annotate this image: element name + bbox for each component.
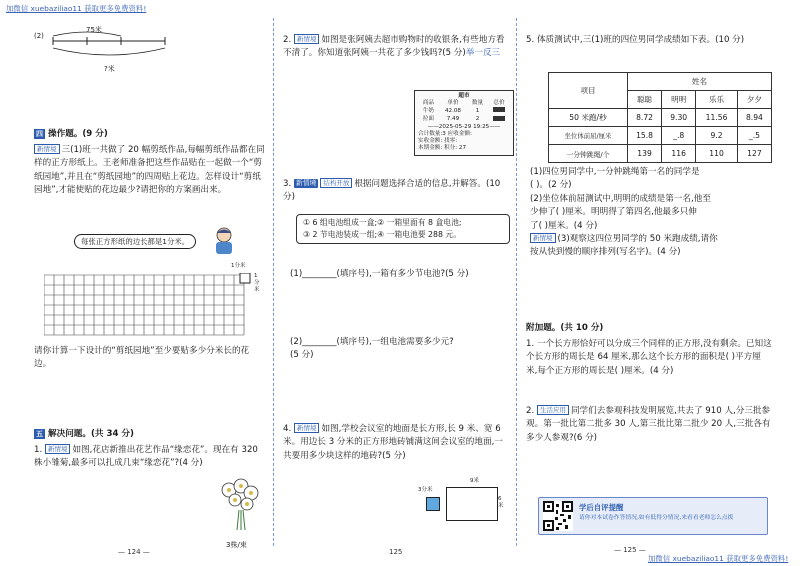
qr-code-icon[interactable] bbox=[543, 501, 573, 531]
section4-title: 操作题。(9 分) bbox=[48, 129, 108, 139]
table-col-header: 乐乐 bbox=[696, 91, 738, 109]
q2-tag: 新情境 bbox=[294, 34, 320, 44]
section5-heading bbox=[34, 428, 134, 441]
table-corner: 项目 bbox=[549, 73, 628, 109]
q5-s3-line-2: 按从快到慢的顺序排列(写名字)。(4 分) bbox=[530, 247, 681, 258]
receipt-cell: 7.49 bbox=[446, 116, 460, 123]
receipt-cell: 拉面 bbox=[422, 116, 434, 123]
flower-bouquet-icon bbox=[215, 478, 263, 538]
segment-top-label: 75米 bbox=[86, 26, 102, 34]
q5-subquestions bbox=[530, 166, 770, 260]
q-operation-text: 三(1)班一共做了 20 幅剪纸作品,每幅剪纸作品都在同样的正方形纸上。王老师准备把这些作品贴在一起做一个“剪纸园地”,并且在“剪纸园地”的四周贴上花边。怎样设计“剪纸园地”,才能使贴的花边最少?请把你的方案画出来。 bbox=[34, 145, 265, 196]
table-cell: 127 bbox=[737, 145, 771, 163]
after-grid-text: 请你计算一下设计的“剪纸园地”至少要贴多少分米长的花边。 bbox=[34, 346, 250, 370]
table-cell: 9.30 bbox=[662, 109, 696, 127]
q1-number: 1. bbox=[34, 445, 43, 455]
q3-sub1: (1)________(填序号),一箱有多少节电池?(5 分) bbox=[290, 269, 469, 279]
flower-label: 3株/束 bbox=[226, 541, 247, 549]
section5-title: 解决问题。(共 34 分) bbox=[48, 429, 134, 439]
table-row bbox=[549, 109, 772, 127]
table-cell: 11.56 bbox=[696, 109, 738, 127]
q5-s3-tag: 新情境 bbox=[530, 233, 556, 243]
q5-s2-line-3: 了( )厘米。(4 分) bbox=[530, 220, 598, 231]
row-label: 一分钟跳绳/个 bbox=[549, 145, 628, 163]
section5-number: 五 bbox=[36, 430, 43, 438]
q4-tag: 新情境 bbox=[294, 423, 320, 433]
table-cell: 116 bbox=[662, 145, 696, 163]
q2-number: 2. bbox=[283, 35, 292, 45]
section4-number: 四 bbox=[36, 130, 43, 138]
speech-bubble: 每张正方形纸的边长都是1分米。 bbox=[74, 234, 196, 249]
segment-label: (2) bbox=[34, 32, 44, 40]
q3-options-box bbox=[296, 214, 510, 244]
q4-number: 4. bbox=[283, 424, 292, 434]
row-label: 50 米跑/秒 bbox=[549, 109, 628, 127]
q1-text: 如图,花店新推出花艺作品“缘恋花”。现在有 320 株小雏菊,最多可以扎成几束“缘恋花”?(4 分) bbox=[34, 445, 258, 469]
receipt-footer-2: 实收金额: 找零: bbox=[418, 138, 458, 145]
bonus-q2-number: 2. bbox=[526, 406, 535, 416]
q3-tag: 新情境 bbox=[295, 179, 317, 187]
column-divider-right bbox=[516, 18, 517, 546]
bonus-q2-text: 同学们去参观科技发明展览,共去了 910 人,分三批参观。第一批比第二批多 30 人,第三批比第二批少 20 人,三批各有多少人参观?(6 分) bbox=[526, 406, 771, 443]
watermark-top: 加微信 xuebaziliao11 获取更多免费资料! bbox=[6, 4, 147, 13]
q3-number: 3. bbox=[283, 179, 292, 189]
receipt-title: 超市 bbox=[458, 93, 470, 99]
bonus-q2 bbox=[526, 405, 772, 445]
table-cell: 110 bbox=[696, 145, 738, 163]
row-label: 坐位体前屈/厘米 bbox=[549, 127, 628, 145]
q3-sub2-line-1: (2)________(填序号),一组电池需要多少元? bbox=[290, 337, 454, 347]
receipt-cell: 42.08 bbox=[444, 107, 461, 114]
q1-flower bbox=[34, 444, 266, 471]
q3-tag-2: 结构开放 bbox=[320, 178, 352, 188]
receipt-header: 商品 bbox=[422, 100, 434, 107]
receipt-header: 总价 bbox=[493, 100, 505, 107]
bonus-title: 附加题。(共 10 分) bbox=[526, 323, 604, 333]
q5-s1-line-2: ( )。(2 分) bbox=[530, 180, 572, 191]
q5-s3-text: (3)观察这四位男同学的 50 米跑成绩,请你 bbox=[557, 234, 718, 245]
q4-text: 如图,学校会议室的地面是长方形,长 9 米、宽 6 米。用边长 3 分米的正方形地砖铺满这间会议室的地面,一共要用多少块这样的地砖?(5 分) bbox=[283, 424, 503, 461]
table-cell: 8.94 bbox=[737, 109, 771, 127]
q-operation-tag: 新情境 bbox=[34, 144, 60, 154]
column-divider-left bbox=[273, 18, 274, 546]
teacher-avatar-icon bbox=[210, 226, 238, 254]
q5-s1-line-1: (1)四位男同学中,一分钟跳绳第一名的同学是 bbox=[530, 167, 700, 177]
q2-receipt bbox=[283, 34, 511, 61]
q3-option-line-1: ① 6 组电池组成一盒;② 一箱里面有 8 盒电池; bbox=[303, 218, 462, 227]
table-cell: _.8 bbox=[662, 127, 696, 145]
page-number-left: — 124 — bbox=[118, 548, 150, 556]
bonus-q1 bbox=[526, 338, 772, 378]
self-review-box bbox=[538, 497, 768, 535]
table-col-header: 夕夕 bbox=[737, 91, 771, 109]
table-row bbox=[549, 145, 772, 163]
receipt-footer-1: 合计数量:3 应收金额: bbox=[418, 131, 472, 138]
bonus-q1-text: 一个长方形恰好可以分成三个同样的正方形,没有剩余。已知这个长方形的周长是 64 厘米,那么这个长方形的面积是( )平方厘米,每个正方形的周长是( )厘米。(4 分) bbox=[526, 339, 772, 376]
q3-battery bbox=[283, 178, 511, 205]
self-review-title: 学后自评提醒 bbox=[579, 503, 624, 512]
q3-option-line-2: ③ 2 节电池装成一组;④ 一箱电池要 288 元。 bbox=[303, 230, 461, 239]
receipt-cell-blurred bbox=[488, 116, 510, 124]
tile-size-label: 3分米 bbox=[418, 487, 433, 493]
table-head-name: 姓名 bbox=[628, 73, 772, 91]
receipt-cell: 1 bbox=[475, 107, 480, 114]
segment-bottom-label: ?米 bbox=[104, 65, 115, 73]
q1-tag: 新情境 bbox=[45, 444, 71, 454]
self-review-text: 请你对本试卷作答情况,如有低得分情况,来看看老师怎么点拨 bbox=[579, 515, 734, 521]
receipt-header: 数量 bbox=[471, 100, 484, 107]
receipt-cell: 牛奶 bbox=[422, 107, 434, 114]
bonus-q2-tag: 生活应用 bbox=[537, 405, 569, 415]
q5-number: 5. bbox=[526, 35, 535, 45]
q5-fitness bbox=[526, 34, 772, 47]
receipt-cell-blurred bbox=[488, 107, 510, 115]
table-cell: 8.72 bbox=[628, 109, 662, 127]
room-length-label: 9米 bbox=[470, 478, 479, 484]
watermark-bottom: 加微信 xuebaziliao11 获取更多免费资料! bbox=[648, 554, 789, 563]
section4-heading bbox=[34, 128, 108, 141]
q3-sub2 bbox=[290, 336, 512, 363]
grid-height-label: 1分米 bbox=[254, 273, 260, 293]
receipt-cell: 2 bbox=[475, 116, 480, 123]
grid-width-label: 1分米 bbox=[231, 263, 246, 269]
q5-s3-line-1 bbox=[530, 233, 770, 246]
q-operation bbox=[34, 144, 266, 198]
page-number-right: — 125 — bbox=[614, 546, 646, 554]
receipt bbox=[414, 90, 514, 156]
q2-text: 如图是张阿姨去超市购物时的收银条,有些地方看不清了。你知道张阿姨一共花了多少钱吗?(5 分) bbox=[283, 35, 505, 59]
receipt-date: ——2025-05-29 19:25—— bbox=[427, 123, 501, 130]
page-number-middle: 125 bbox=[389, 548, 403, 556]
table-col-header: 明明 bbox=[662, 91, 696, 109]
receipt-table bbox=[418, 100, 510, 124]
fitness-table bbox=[548, 72, 772, 163]
q2-link[interactable]: 举一反三 bbox=[465, 48, 501, 59]
table-cell: _.5 bbox=[737, 127, 771, 145]
table-row bbox=[549, 127, 772, 145]
receipt-header: 单价 bbox=[447, 100, 459, 107]
room-width-label: 6米 bbox=[498, 496, 504, 509]
room-rectangle bbox=[446, 487, 498, 521]
table-cell: 139 bbox=[628, 145, 662, 163]
bonus-q1-number: 1. bbox=[526, 339, 535, 349]
table-cell: 9.2 bbox=[696, 127, 738, 145]
q4-tiles bbox=[283, 423, 511, 463]
q3-text: 根据问题选择合适的信息,并解答。(10 分) bbox=[283, 179, 501, 203]
receipt-footer-3: 本期金额: 积分: 27 bbox=[418, 145, 467, 152]
q5-s2-line-2: 少伸了( )厘米。明明得了第四名,他最多只伸 bbox=[530, 207, 697, 218]
table-cell: 15.8 bbox=[628, 127, 662, 145]
q3-sub2-line-2: (5 分) bbox=[290, 350, 314, 361]
square-grid bbox=[44, 273, 254, 338]
q5-s2-line-1: (2)坐位体前屈测试中,明明的成绩是第一名,他至 bbox=[530, 193, 711, 204]
table-col-header: 聪聪 bbox=[628, 91, 662, 109]
q5-text: 体质测试中,三(1)班的四位男同学成绩如下表。(10 分) bbox=[536, 35, 745, 45]
tile-square bbox=[426, 497, 440, 511]
